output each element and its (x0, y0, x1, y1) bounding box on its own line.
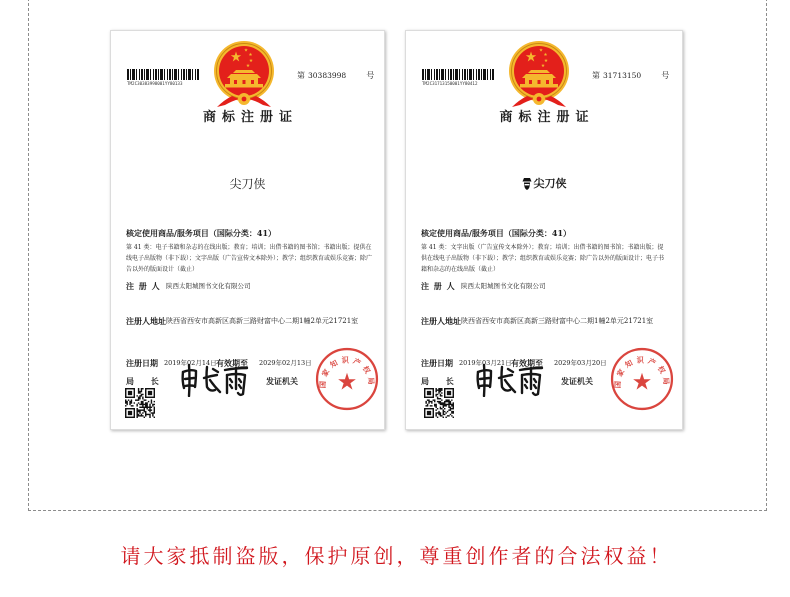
director-signature (472, 363, 546, 397)
valid-until-value: 2029年02月13日 (259, 359, 312, 367)
seal-text-path: 国家知识产权局 (318, 355, 376, 389)
valid-until-label: 有效期至 (511, 358, 543, 368)
goods-services-list: 第 41 类：文字出版（广告宣传文本除外）；教育；培训；出借书籍的图书馆；书籍出版；提供在线电子出版物（非下载）；教学；组织教育或娱乐竞赛；除广告以外的版面设计；电子书籍和杂志的在线出版（截止） (421, 244, 665, 273)
issuing-authority-label: 发证机关 (561, 376, 593, 386)
director-label: 局 长 (421, 376, 454, 386)
trademark-certificate (110, 30, 385, 430)
official-seal (315, 347, 379, 411)
address-label: 注册人地址 (126, 316, 166, 326)
barcode (127, 69, 199, 80)
director-label: 局 长 (126, 376, 159, 386)
trademark (406, 177, 682, 191)
trademark-certificate (405, 30, 683, 430)
national-emblem-icon (507, 40, 571, 110)
barcode-caption: TM2C30383998001YY80133 (127, 81, 183, 86)
trademark (111, 177, 384, 191)
certificate-number-suffix: 号 (661, 71, 670, 80)
trademark-name: 尖刀侠 (533, 177, 567, 190)
registration-date-label: 注册日期 (421, 358, 453, 368)
registrant-value: 陕西太阳城图书文化有限公司 (166, 282, 251, 290)
trademark-name: 尖刀侠 (229, 177, 266, 191)
barcode (422, 69, 494, 80)
certificate-number (592, 71, 669, 81)
registration-date-value: 2019年03月21日 (459, 359, 512, 367)
goods-services-heading: 核定使用商品/服务项目（国际分类：41） (421, 228, 572, 238)
certificate-title: 商标注册证 (202, 110, 298, 125)
certificate-number-prefix: 第 (297, 71, 305, 80)
national-emblem-icon (212, 40, 276, 110)
registration-date-label: 注册日期 (126, 358, 158, 368)
registrant-label: 注 册 人 (126, 281, 161, 291)
barcode-caption: TM2C31713150001YY80412 (422, 81, 478, 86)
address-value: 陕西省西安市高新区高新三路财富中心二期1幢2单元21721室 (166, 317, 359, 325)
valid-until-label: 有效期至 (216, 358, 248, 368)
valid-until-value: 2029年03月20日 (554, 359, 607, 367)
goods-services-list: 第 41 类：电子书籍和杂志的在线出版；教育；培训；出借书籍的图书馆；书籍出版；提供在线电子出版物（非下载）；文字出版（广告宣传文本除外）；教学；组织教育或娱乐竞赛；除广告以外的版面设计（截止） (126, 244, 373, 273)
qr-code (125, 388, 155, 418)
registrant-value: 陕西太阳城图书文化有限公司 (461, 282, 546, 290)
address-label: 注册人地址 (421, 316, 461, 326)
certificate-number-value: 31713150 (603, 71, 642, 80)
official-seal (610, 347, 674, 411)
seal-text-path: 国家知识产权局 (613, 355, 671, 389)
anti-piracy-notice: 请大家抵制盗版，保护原创，尊重创作者的合法权益！ (120, 544, 673, 568)
issuing-authority-label: 发证机关 (266, 376, 298, 386)
registration-date-value: 2019年02月14日 (164, 359, 217, 367)
brand-logo-icon (522, 177, 532, 191)
registrant-label: 注 册 人 (421, 281, 456, 291)
certificate-number-value: 30383998 (308, 71, 347, 80)
director-signature (177, 363, 251, 397)
certificate-number-prefix: 第 (592, 71, 600, 80)
goods-services-heading: 核定使用商品/服务项目（国际分类：41） (126, 228, 277, 238)
qr-code (424, 388, 454, 418)
certificate-title: 商标注册证 (499, 110, 595, 125)
address-value: 陕西省西安市高新区高新三路财富中心二期1幢2单元21721室 (461, 317, 654, 325)
certificate-number (297, 71, 374, 81)
certificate-number-suffix: 号 (366, 71, 375, 80)
